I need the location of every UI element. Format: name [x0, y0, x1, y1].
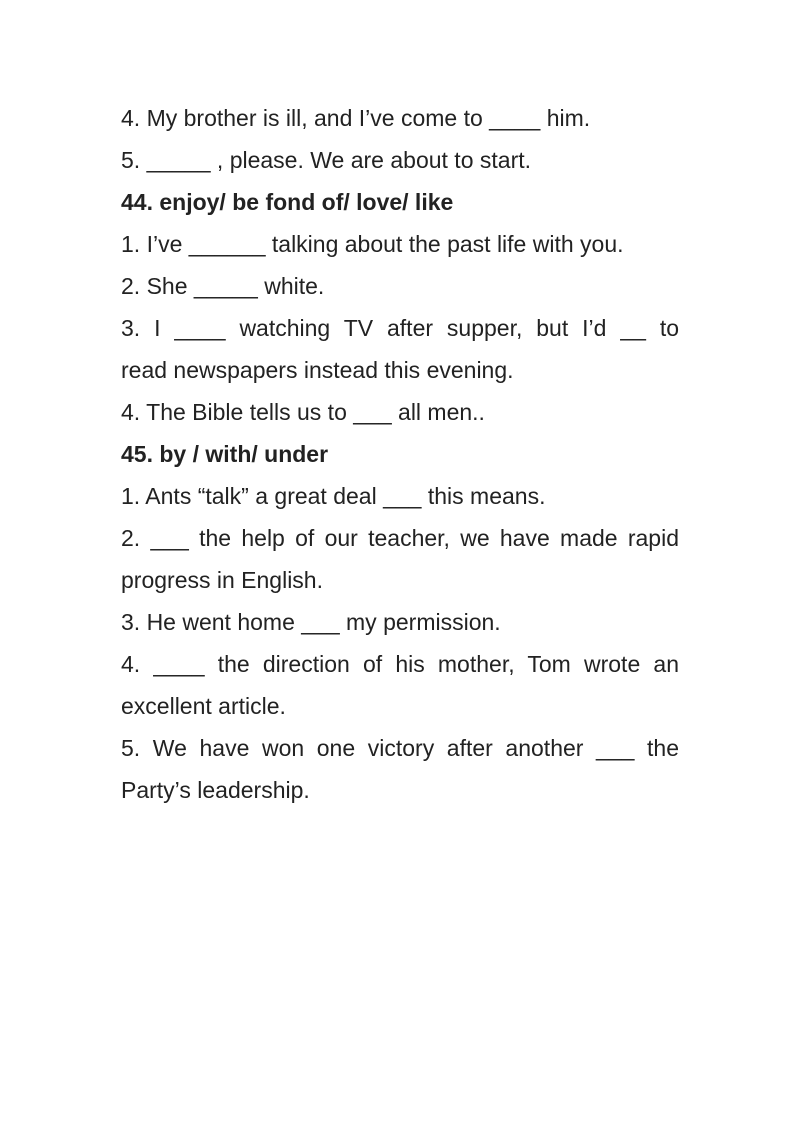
exercise-45-item-3: 3. He went home ___ my permission.: [121, 609, 501, 635]
exercise-45-item-4-line-1: 4. ____ the direction of his mother, Tom wrote an: [121, 651, 679, 677]
exercise-45-item-2-line-1: 2. ___ the help of our teacher, we have made rapid: [121, 525, 679, 551]
exercise-44-item-3-line-2: read newspapers instead this evening.: [121, 357, 514, 383]
exercise-44-item-1: 1. I’ve ______ talking about the past life with you.: [121, 231, 624, 257]
exercise-43-item-4: 4. My brother is ill, and I’ve come to ____ him.: [121, 105, 591, 131]
exercise-44-item-3-line-1: 3. I ____ watching TV after supper, but I’d __ to: [121, 315, 679, 341]
worksheet-page: [121, 97, 679, 811]
section-44-heading: 44. enjoy/ be fond of/ love/ like: [121, 189, 454, 215]
exercise-45-item-5-line-1: 5. We have won one victory after another ___ the: [121, 735, 679, 761]
section-45-heading: 45. by / with/ under: [121, 441, 329, 467]
exercise-44-item-2: 2. She _____ white.: [121, 273, 325, 299]
exercise-45-item-4-line-2: excellent article.: [121, 693, 286, 719]
exercise-45-item-1: 1. Ants “talk” a great deal ___ this means.: [121, 483, 546, 509]
exercise-43-item-5: 5. _____ , please. We are about to start.: [121, 147, 532, 173]
exercise-45-item-2-line-2: progress in English.: [121, 567, 323, 593]
exercise-44-item-4: 4. The Bible tells us to ___ all men..: [121, 399, 485, 425]
exercise-45-item-5-line-2: Party’s leadership.: [121, 777, 310, 803]
